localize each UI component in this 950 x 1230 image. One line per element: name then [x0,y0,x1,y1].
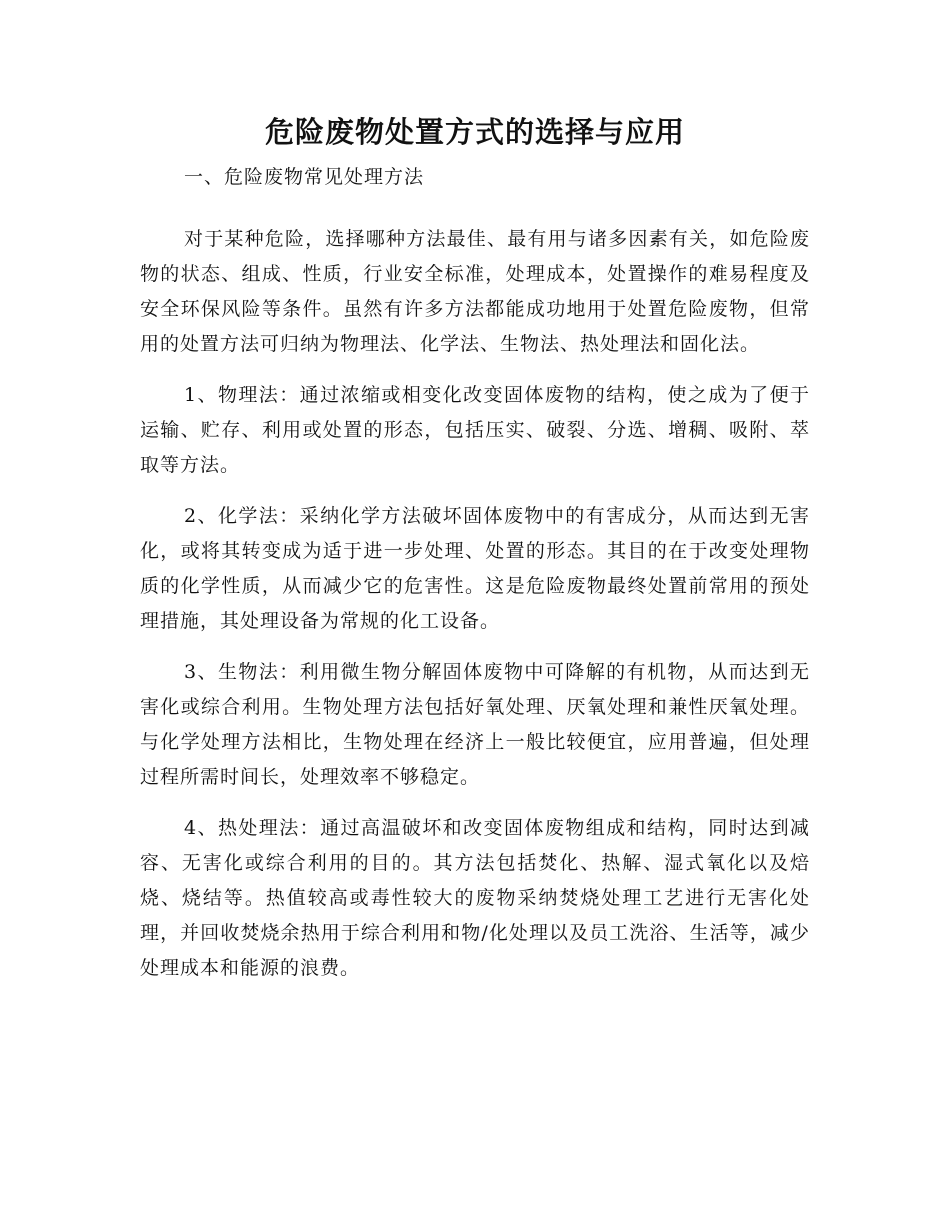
section-heading: 一、危险废物常见处理方法 [184,166,425,188]
paragraph-thermal-method: 4、热处理法：通过高温破坏和改变固体废物组成和结构，同时达到减容、无害化或综合利用的目的。其方法包括焚化、热解、湿式氧化以及焙烧、烧结等。热值较高或毒性较大的废物采纳焚烧处理工艺进行无害化处理，并回收焚烧余热用于综合利用和物/化处理以及员工洗浴、生活等，减少处理成本和能源的浪费。 [140,817,810,979]
paragraph-biological-method: 3、生物法：利用微生物分解固体废物中可降解的有机物，从而达到无害化或综合利用。生物处理方法包括好氧处理、厌氧处理和兼性厌氧处理。与化学处理方法相比，生物处理在经济上一般比较便宜，应用普遍，但处理过程所需时间长，处理效率不够稳定。 [140,661,810,788]
paragraph-intro: 对于某种危险，选择哪种方法最佳、最有用与诸多因素有关，如危险废物的状态、组成、性质，行业安全标准，处理成本，处置操作的难易程度及安全环保风险等条件。虽然有许多方法都能成功地用于处置危险废物，但常用的处置方法可归纳为物理法、化学法、生物法、热处理法和固化法。 [140,228,810,355]
document-title: 危险废物处置方式的选择与应用 [264,115,685,149]
paragraph-chemical-method: 2、化学法：采纳化学方法破坏固体废物中的有害成分，从而达到无害化，或将其转变成为适于进一步处理、处置的形态。其目的在于改变处理物质的化学性质，从而减少它的危害性。这是危险废物最终处置前常用的预处理措施，其处理设备为常规的化工设备。 [140,505,810,632]
paragraph-physical-method: 1、物理法：通过浓缩或相变化改变固体废物的结构，使之成为了便于运输、贮存、利用或处置的形态，包括压实、破裂、分选、增稠、吸附、萃取等方法。 [140,384,810,476]
